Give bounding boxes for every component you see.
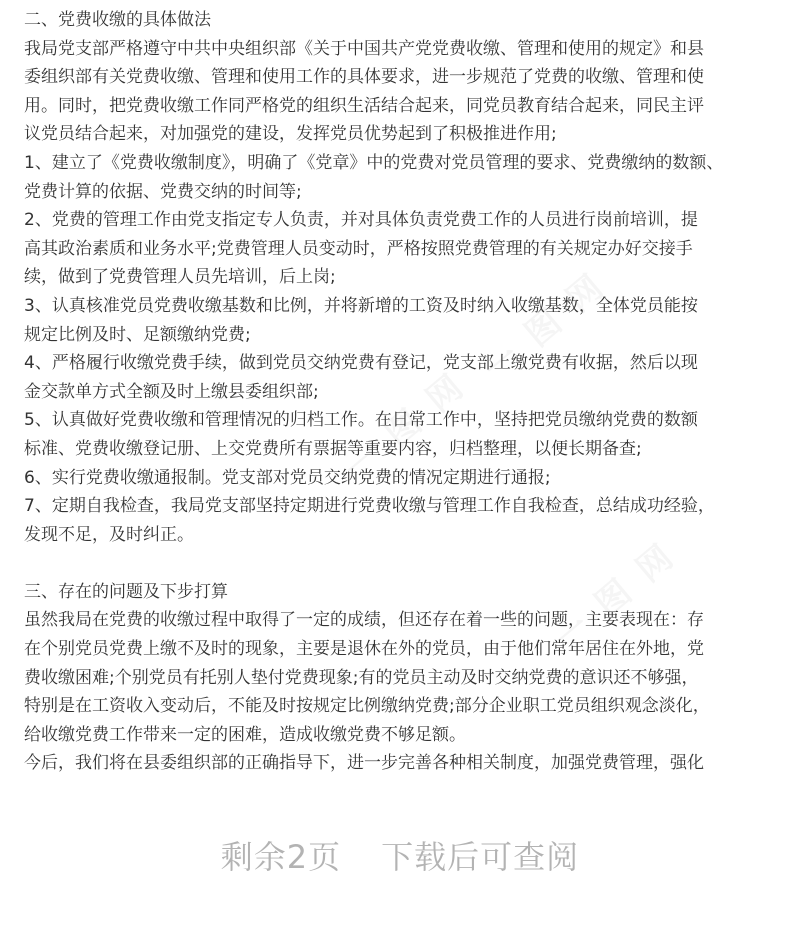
paragraph-line: 今后，我们将在县委组织部的正确指导下，进一步完善各种相关制度，加强党费管理，强化: [24, 753, 704, 774]
paragraph-line: 用。同时，把党费收缴工作同严格党的组织生活结合起来，同党员教育结合起来，同民主评: [24, 95, 704, 116]
paragraph-line: 1、建立了《党费收缴制度》，明确了《党章》中的党费对党员管理的要求、党费缴纳的数额、: [24, 152, 724, 173]
watermark: 一 图 网: [476, 265, 614, 390]
paragraph-line: 金交款单方式全额及时上缴县委组织部;: [24, 381, 319, 402]
section-heading: 二、党费收缴的具体做法: [24, 10, 211, 30]
paragraph-line: 规定比例及时、足额缴纳党费;: [24, 324, 251, 345]
remaining-pages-notice[interactable]: [0, 832, 800, 878]
paragraph-line: 党费计算的依据、党费交纳的时间等;: [24, 181, 302, 202]
section-spacer: [24, 549, 780, 578]
paragraph-line: 议党员结合起来，对加强党的建设，发挥党员优势起到了积极推进作用;: [24, 124, 557, 145]
document-body: [24, 6, 780, 778]
paragraph-line: 我局党支部严格遵守中共中央组织部《关于中国共产党党费收缴、管理和使用的规定》和县: [24, 38, 704, 59]
paragraph-line: 虽然我局在党费的收缴过程中取得了一定的成绩，但还存在着一些的问题，主要表现在：存: [24, 610, 704, 631]
watermark: 一 图 网: [336, 365, 474, 490]
paragraph-line: 在个别党员党费上缴不及时的现象，主要是退休在外的党员，由于他们常年居住在外地，党: [24, 639, 704, 660]
paragraph-line: 费收缴困难;个别党员有托别人垫付党费现象;有的党员主动及时交纳党费的意识还不够强，: [24, 667, 699, 688]
paragraph-line: 标准、党费收缴登记册、上交党费所有票据等重要内容，归档整理，以便长期备查;: [24, 438, 642, 459]
section-heading: 三、存在的问题及下步打算: [24, 581, 228, 602]
paragraph-line: 2、党费的管理工作由党支指定专人负责，并对具体负责党费工作的人员进行岗前培训，提: [24, 210, 698, 231]
paragraph-line: 4、严格履行收缴党费手续，做到党员交纳党费有登记，党支部上缴党费有收据，然后以现: [24, 353, 698, 374]
paragraph-line: 发现不足，及时纠正。: [24, 524, 194, 545]
remaining-pages-label: 剩余2页: [220, 838, 342, 876]
paragraph-line: 特别是在工资收入变动后，不能及时按规定比例缴纳党费;部分企业职工党员组织观念淡化，: [24, 696, 710, 717]
paragraph-line: 5、认真做好党费收缴和管理情况的归档工作。在日常工作中，坚持把党员缴纳党费的数额: [24, 410, 698, 431]
paragraph-line: 3、认真核准党员党费收缴基数和比例，并将新增的工资及时纳入收缴基数，全体党员能按: [24, 295, 698, 316]
paragraph-line: 高其政治素质和业务水平;党费管理人员变动时，严格按照党费管理的有关规定办好交接手: [24, 238, 693, 259]
download-hint-label: 下载后可查阅: [381, 838, 580, 876]
paragraph-line: 6、实行党费收缴通报制。党支部对党员交纳党费的情况定期进行通报;: [24, 467, 551, 488]
paragraph-line: 给收缴党费工作带来一定的困难，造成收缴党费不够足额。: [24, 724, 466, 745]
watermark: 一 图 网: [546, 535, 684, 660]
paragraph-line: 委组织部有关党费收缴、管理和使用工作的具体要求，进一步规范了党费的收缴、管理和使: [24, 67, 704, 88]
paragraph-line: 续，做到了党费管理人员先培训，后上岗;: [24, 267, 336, 288]
paragraph-line: 7、定期自我检查，我局党支部坚持定期进行党费收缴与管理工作自我检查，总结成功经验，: [24, 496, 715, 517]
